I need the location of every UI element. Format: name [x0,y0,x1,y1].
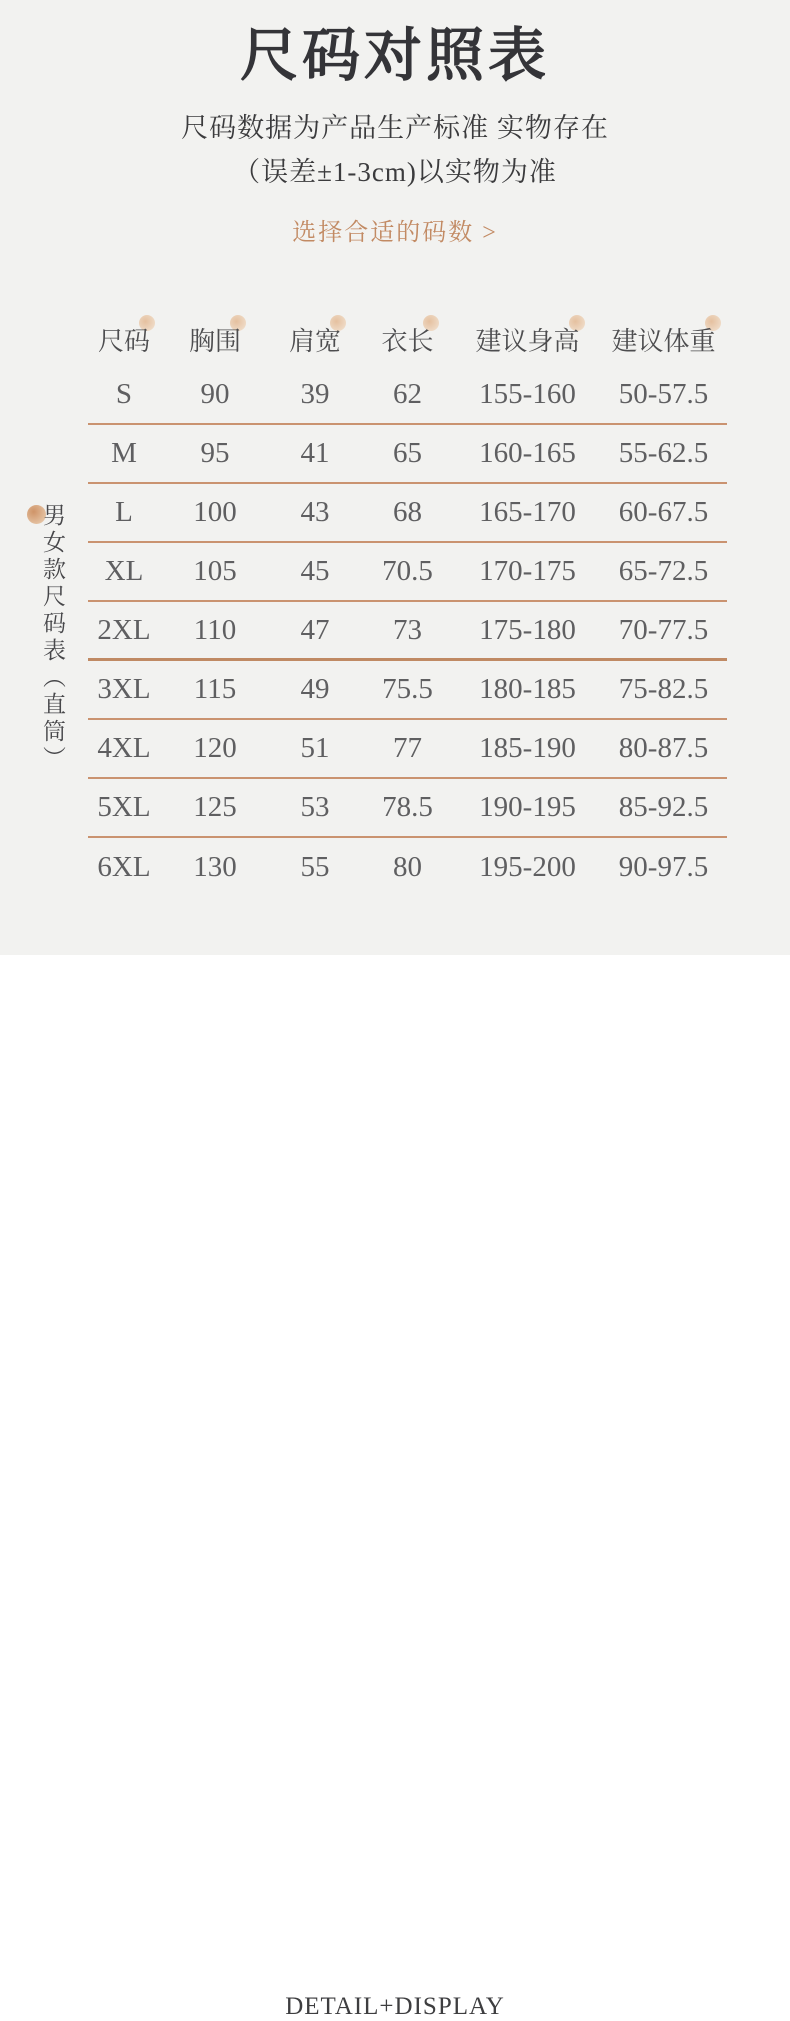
table-cell: 65 [393,437,422,469]
table-row [88,661,727,720]
page-title: 尺码对照表 [239,23,550,88]
table-cell: 60-67.5 [618,496,709,528]
table-cell: 170-175 [479,555,576,587]
table-row [88,779,727,838]
table-cell: 50-57.5 [618,378,709,410]
footer-label: DETAIL+DISPLAY [285,1993,505,2020]
column-header-label: 尺码 [97,326,150,356]
table-cell: 75-82.5 [618,673,709,705]
table-cell: 190-195 [479,791,576,823]
table-cell: 90 [200,378,230,410]
table-cell: 68 [393,496,422,528]
table-cell: 70.5 [382,555,433,587]
table-cell: 165-170 [479,496,576,528]
table-cell: 185-190 [479,732,576,764]
column-header-label: 衣长 [381,326,434,356]
table-row [88,720,727,779]
column-header [360,321,455,358]
table-cell: 78.5 [382,791,433,823]
table-row [88,602,727,661]
table-cell: 160-165 [479,437,576,469]
table-cell: 130 [193,851,237,883]
table-cell: 51 [300,732,330,764]
size-cell: 4XL [97,732,151,764]
size-cell: L [115,496,133,528]
table-cell: 195-200 [479,851,576,883]
table-cell: 100 [193,496,237,528]
table-cell: 180-185 [479,673,576,705]
table-cell: 70-77.5 [618,613,709,646]
footer-section [0,955,790,2020]
size-cell: XL [104,555,144,587]
table-cell: 95 [200,437,230,469]
table-cell: 41 [300,437,330,469]
size-table [88,312,727,897]
subtitle-line2: （误差±1-3cm)以实物为准 [233,157,557,187]
table-cell: 65-72.5 [618,555,709,587]
size-cell: 5XL [97,791,151,823]
column-header [455,321,600,358]
column-header-label: 建议身高 [475,326,580,356]
table-cell: 120 [193,732,237,764]
table-row [88,838,727,897]
size-cell: 2XL [97,613,151,646]
table-cell: 125 [193,791,237,823]
size-cell: S [115,378,133,410]
table-row [88,543,727,602]
table-cell: 45 [300,555,330,587]
column-header [160,321,270,358]
column-header-label: 建议体重 [611,326,716,356]
column-header [600,321,727,358]
table-cell: 39 [300,378,330,410]
table-cell: 47 [300,613,330,646]
table-cell: 49 [300,673,330,705]
table-cell: 85-92.5 [618,791,709,823]
table-cell: 43 [300,496,330,528]
table-cell: 105 [193,555,237,587]
table-cell: 80-87.5 [618,732,709,764]
table-cell: 90-97.5 [618,851,709,883]
choose-size-link[interactable]: 选择合适的码数 > [292,220,498,246]
column-header [270,321,360,358]
column-header-label: 胸围 [188,326,241,356]
size-cell: 3XL [97,673,151,705]
table-row [88,484,727,543]
subtitle-line1: 尺码数据为产品生产标准 实物存在 [181,113,609,143]
table-cell: 62 [393,378,422,410]
column-header-label: 肩宽 [288,326,341,356]
table-row [88,425,727,484]
table-cell: 77 [393,732,422,764]
table-row [88,366,727,425]
table-cell: 73 [393,613,422,646]
table-body [88,366,727,897]
size-chart-section [0,0,790,955]
size-cell: M [111,437,137,469]
table-cell: 155-160 [479,378,576,410]
table-cell: 175-180 [479,613,576,646]
table-cell: 110 [193,613,237,646]
side-label-vertical: 男女款尺码表（直筒） [40,503,65,773]
table-header-row [88,312,727,366]
size-cell: 6XL [97,851,151,883]
table-cell: 80 [393,851,422,883]
column-header [88,321,160,358]
table-cell: 53 [300,791,330,823]
table-cell: 115 [193,673,237,705]
table-cell: 75.5 [382,673,433,705]
table-cell: 55-62.5 [618,437,709,469]
table-cell: 55 [300,851,330,883]
